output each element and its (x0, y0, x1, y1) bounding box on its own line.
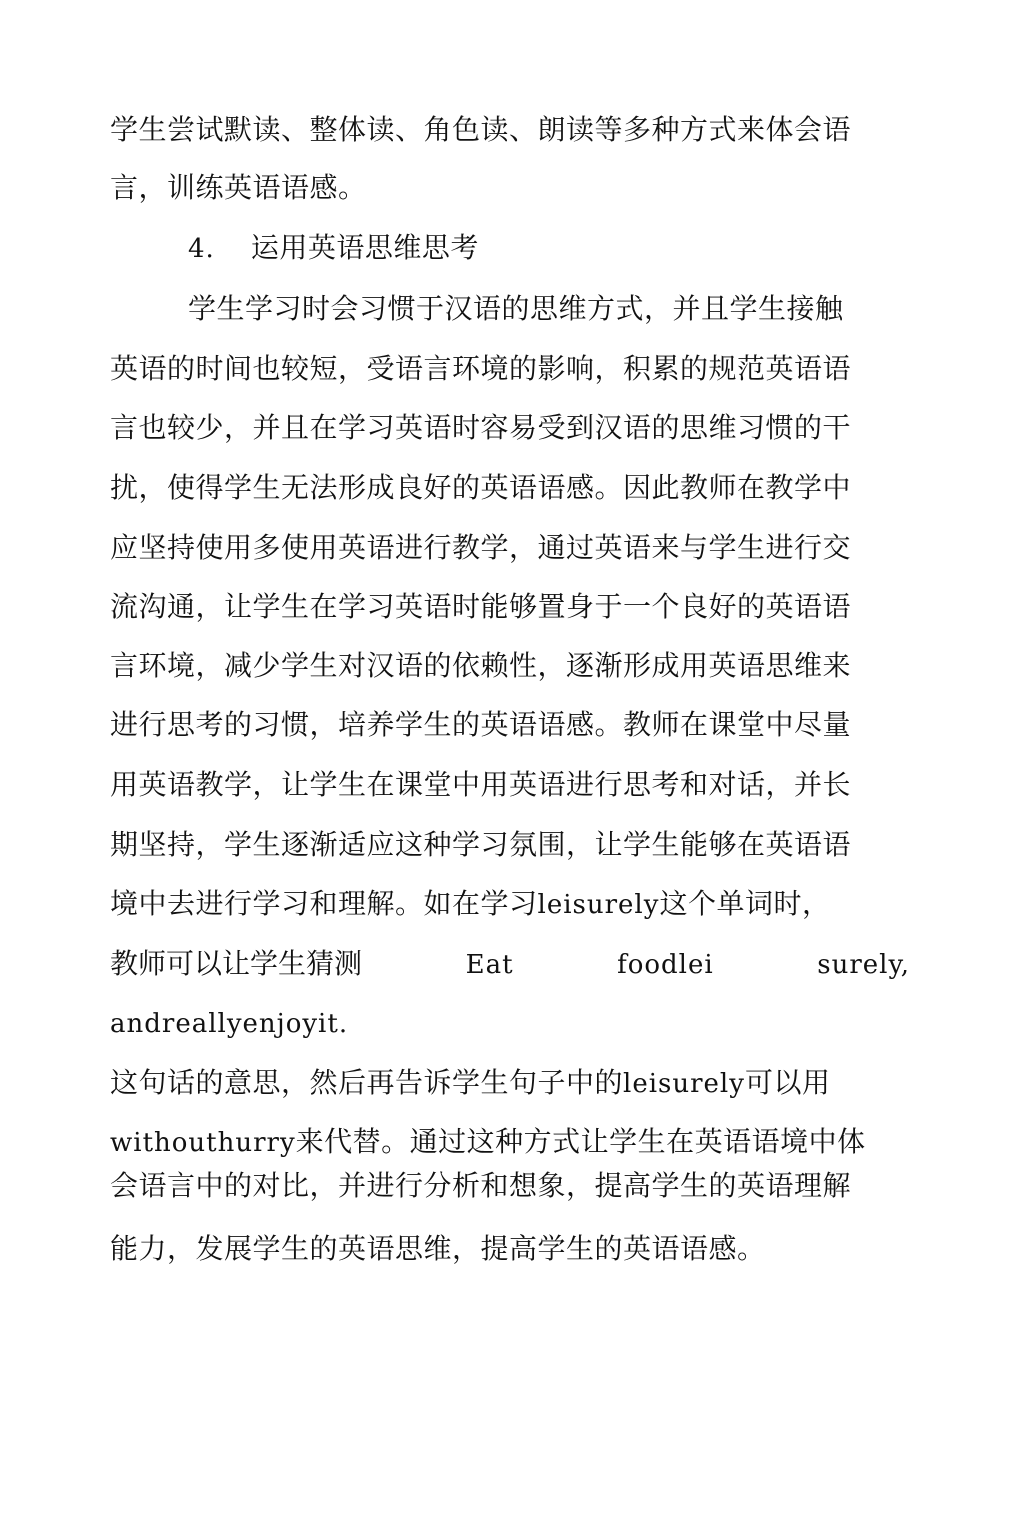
text-line: 用英语教学，让学生在课堂中用英语进行思考和对话，并长 (110, 768, 852, 801)
text-fragment: 可以用 (744, 1066, 831, 1099)
text-fragment: 这句话的意思，然后再告诉学生句子中的 (110, 1066, 624, 1099)
text-line: 言也较少，并且在学习英语时容易受到汉语的思维习惯的干 (110, 411, 852, 444)
text-line: 学生学习时会习惯于汉语的思维方式，并且学生接触 (188, 292, 844, 325)
section-heading (188, 228, 479, 269)
english-word: foodlei (617, 950, 714, 980)
text-line: 扰，使得学生无法形成良好的英语语感。因此教师在教学中 (110, 471, 852, 504)
text-line (110, 1063, 830, 1104)
english-word: surely, (817, 950, 910, 980)
text-line: 会语言中的对比，并进行分析和想象，提高学生的英语理解 (110, 1169, 852, 1202)
english-line: andreallyenjoyit. (110, 1009, 349, 1039)
text-fragment: 这个单词时， (659, 887, 831, 920)
english-word: Eat (465, 950, 514, 980)
text-fragment: 教师可以让学生猜测 (110, 947, 363, 980)
text-line: 流沟通，让学生在学习英语时能够置身于一个良好的英语语 (110, 590, 852, 623)
english-term: withouthurry (110, 1128, 296, 1158)
english-term: leisurely (623, 1069, 745, 1099)
text-line: 期坚持，学生逐渐适应这种学习氛围，让学生能够在英语语 (110, 828, 852, 861)
heading-text: 运用英语思维思考 (250, 231, 479, 264)
text-line (110, 884, 830, 925)
text-line: 言环境，减少学生对汉语的依赖性，逐渐形成用英语思维来 (110, 649, 852, 682)
text-line: 能力，发展学生的英语思维，提高学生的英语语感。 (110, 1232, 766, 1265)
text-line-justified (110, 944, 910, 985)
text-line: 应坚持使用多使用英语进行教学，通过英语来与学生进行交 (110, 531, 852, 564)
text-line (110, 1122, 866, 1163)
text-fragment: 来代替。通过这种方式让学生在英语语境中体 (295, 1125, 866, 1158)
text-line: 言，训练英语语感。 (110, 171, 367, 204)
heading-number: 4. (188, 234, 215, 264)
text-fragment: 境中去进行学习和理解。如在学习 (110, 887, 538, 920)
english-term: leisurely (537, 890, 660, 920)
text-line: 进行思考的习惯，培养学生的英语语感。教师在课堂中尽量 (110, 708, 852, 741)
text-line: 学生尝试默读、整体读、角色读、朗读等多种方式来体会语 (110, 113, 852, 146)
text-line: 英语的时间也较短，受语言环境的影响，积累的规范英语语 (110, 352, 852, 385)
